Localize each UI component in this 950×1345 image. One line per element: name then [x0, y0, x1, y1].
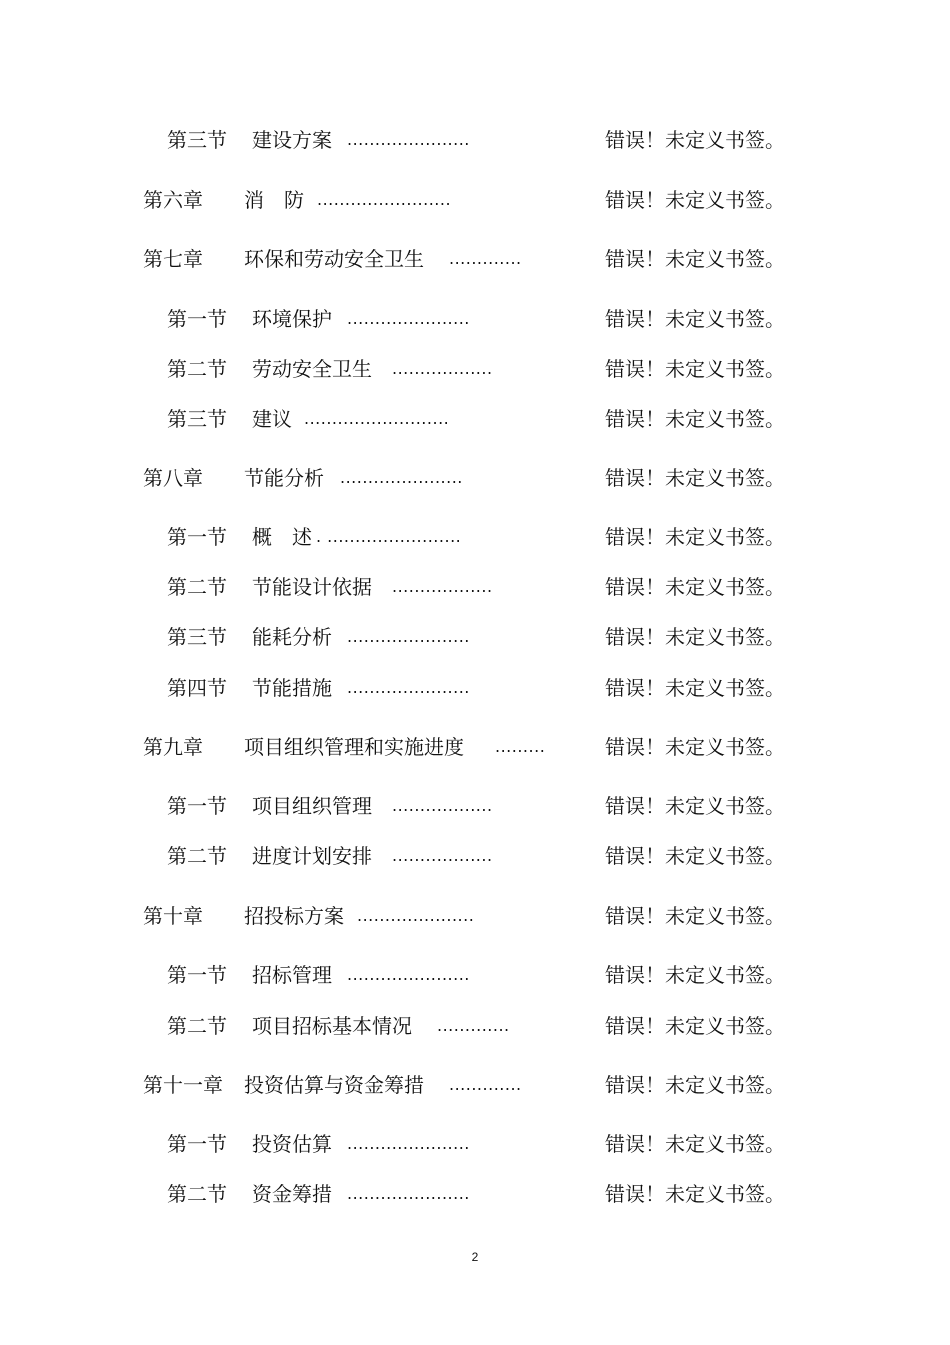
toc-entry[interactable]: [0, 841, 950, 871]
toc-title: 建设方案: [252, 128, 332, 152]
toc-number: 第二节: [167, 844, 227, 868]
toc-title: 项目组织管理: [252, 794, 372, 818]
toc-entry[interactable]: [0, 522, 950, 552]
toc-leader-dots: ........................: [317, 190, 452, 209]
toc-leader-dots: . ........................: [316, 527, 462, 546]
toc-title: 节能设计依据: [252, 575, 372, 599]
toc-leader-dots: ......................: [347, 627, 470, 646]
toc-number: 第十章: [143, 904, 203, 928]
toc-leader-dots: ......................: [347, 130, 470, 149]
page-number: 2: [471, 1250, 479, 1264]
toc-page-ref: 错误！未定义书签。: [605, 904, 785, 928]
toc-page-ref: 错误！未定义书签。: [605, 525, 785, 549]
toc-page-ref: 错误！未定义书签。: [605, 735, 785, 759]
toc-entry[interactable]: [0, 185, 950, 215]
toc-entry[interactable]: [0, 244, 950, 274]
toc-entry[interactable]: [0, 622, 950, 652]
toc-leader-dots: .............: [437, 1016, 510, 1035]
toc-page-ref: 错误！未定义书签。: [605, 307, 785, 331]
toc-number: 第一节: [167, 963, 227, 987]
toc-entry[interactable]: [0, 354, 950, 384]
toc-title: 消 防: [244, 188, 304, 212]
toc-leader-dots: .............: [449, 249, 522, 268]
toc-number: 第三节: [167, 128, 227, 152]
toc-page-ref: 错误！未定义书签。: [605, 844, 785, 868]
toc-title: 环保和劳动安全卫生: [244, 247, 424, 271]
toc-number: 第六章: [143, 188, 203, 212]
toc-title: 劳动安全卫生: [252, 357, 372, 381]
toc-number: 第三节: [167, 625, 227, 649]
toc-page-ref: 错误！未定义书签。: [605, 466, 785, 490]
toc-number: 第八章: [143, 466, 203, 490]
toc-title: 进度计划安排: [252, 844, 372, 868]
toc-entry[interactable]: [0, 1070, 950, 1100]
toc-page-ref: 错误！未定义书签。: [605, 575, 785, 599]
toc-leader-dots: ..................: [392, 359, 493, 378]
toc-page-ref: 错误！未定义书签。: [605, 676, 785, 700]
toc-title: 概 述: [252, 525, 312, 549]
toc-title: 投资估算: [252, 1132, 332, 1156]
toc-number: 第四节: [167, 676, 227, 700]
toc-entry[interactable]: [0, 1129, 950, 1159]
toc-page-ref: 错误！未定义书签。: [605, 357, 785, 381]
toc-entry[interactable]: [0, 304, 950, 334]
toc-page-ref: 错误！未定义书签。: [605, 247, 785, 271]
toc-title: 环境保护: [252, 307, 332, 331]
toc-page-ref: 错误！未定义书签。: [605, 963, 785, 987]
toc-number: 第三节: [167, 407, 227, 431]
toc-leader-dots: .....................: [357, 906, 475, 925]
toc-entry[interactable]: [0, 463, 950, 493]
toc-number: 第一节: [167, 525, 227, 549]
toc-page-ref: 错误！未定义书签。: [605, 1014, 785, 1038]
toc-leader-dots: ......................: [347, 678, 470, 697]
toc-page-ref: 错误！未定义书签。: [605, 188, 785, 212]
toc-entry[interactable]: [0, 673, 950, 703]
toc-title: 能耗分析: [252, 625, 332, 649]
toc-leader-dots: ......................: [340, 468, 463, 487]
toc-page-ref: 错误！未定义书签。: [605, 625, 785, 649]
toc-leader-dots: ......................: [347, 965, 470, 984]
toc-leader-dots: ......................: [347, 1134, 470, 1153]
toc-page-ref: 错误！未定义书签。: [605, 1132, 785, 1156]
toc-number: 第七章: [143, 247, 203, 271]
toc-number: 第一节: [167, 307, 227, 331]
toc-leader-dots: ..................: [392, 796, 493, 815]
toc-entry[interactable]: [0, 791, 950, 821]
toc-page-ref: 错误！未定义书签。: [605, 407, 785, 431]
toc-title: 项目组织管理和实施进度: [244, 735, 464, 759]
toc-entry[interactable]: [0, 1011, 950, 1041]
toc-page-ref: 错误！未定义书签。: [605, 1182, 785, 1206]
toc-page-ref: 错误！未定义书签。: [605, 128, 785, 152]
toc-title: 投资估算与资金筹措: [244, 1073, 424, 1097]
toc-page-ref: 错误！未定义书签。: [605, 794, 785, 818]
toc-page-ref: 错误！未定义书签。: [605, 1073, 785, 1097]
toc-number: 第九章: [143, 735, 203, 759]
toc-title: 招投标方案: [244, 904, 344, 928]
toc-entry[interactable]: [0, 901, 950, 931]
toc-title: 招标管理: [252, 963, 332, 987]
toc-number: 第一节: [167, 1132, 227, 1156]
toc-title: 项目招标基本情况: [252, 1014, 412, 1038]
toc-title: 建议: [252, 407, 292, 431]
toc-number: 第二节: [167, 1014, 227, 1038]
toc-number: 第二节: [167, 575, 227, 599]
toc-entry[interactable]: [0, 732, 950, 762]
toc-number: 第一节: [167, 794, 227, 818]
toc-leader-dots: ......................: [347, 309, 470, 328]
toc-number: 第二节: [167, 1182, 227, 1206]
toc-leader-dots: .............: [449, 1075, 522, 1094]
toc-title: 节能分析: [244, 466, 324, 490]
toc-title: 资金筹措: [252, 1182, 332, 1206]
toc-leader-dots: ..................: [392, 846, 493, 865]
toc-leader-dots: .........: [495, 737, 546, 756]
toc-entry[interactable]: [0, 572, 950, 602]
toc-leader-dots: ..................: [392, 577, 493, 596]
toc-entry[interactable]: [0, 404, 950, 434]
toc-entry[interactable]: [0, 960, 950, 990]
toc-number: 第二节: [167, 357, 227, 381]
toc-leader-dots: ..........................: [304, 409, 450, 428]
toc-entry[interactable]: [0, 1179, 950, 1209]
toc-number: 第十一章: [143, 1073, 223, 1097]
toc-leader-dots: ......................: [347, 1184, 470, 1203]
toc-title: 节能措施: [252, 676, 332, 700]
toc-entry[interactable]: [0, 125, 950, 155]
